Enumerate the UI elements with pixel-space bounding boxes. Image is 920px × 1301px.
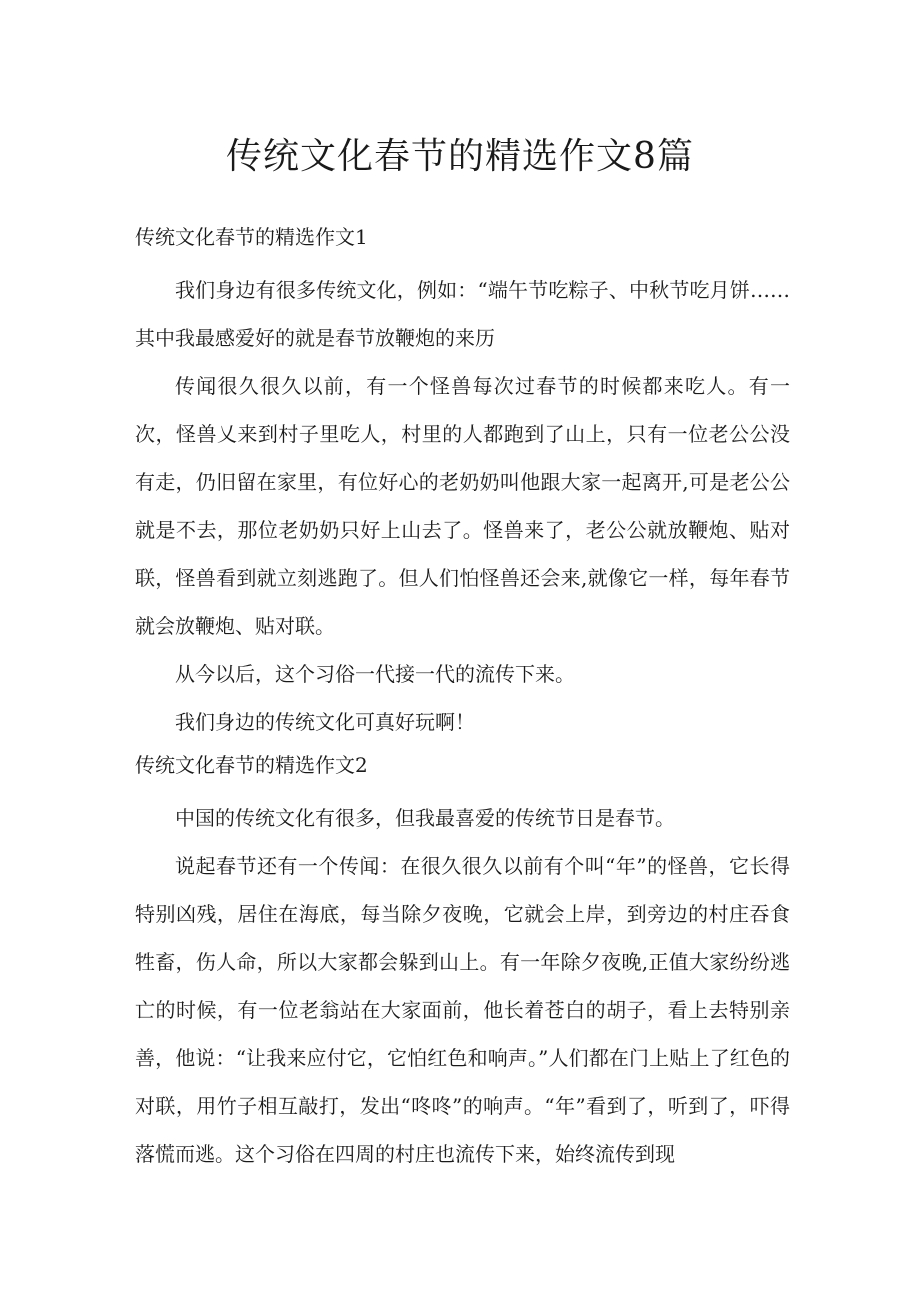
paragraph: 我们身边的传统文化可真好玩啊！	[175, 710, 475, 734]
section-2	[135, 746, 790, 1178]
paragraph: 传闻很久很久以前，有一个怪兽每次过春节的时候都来吃人。有一次，怪兽乂来到村子里吃人，村里的人都跑到了山上，只有一位老公公没有走，仍旧留在家里，有位好心的老奶奶叫他跟大家一起离开,可是老公公就是不去，那位老奶奶只好上山去了。怪兽来了，老公公就放鞭炮、贴对联，怪兽看到就立刻逃跑了。但人们怕怪兽还会来,就像它一样，每年春节就会放鞭炮、贴对联。	[135, 374, 790, 638]
paragraph: 中国的传统文化有很多，但我最喜爱的传统节日是春节。	[175, 806, 675, 830]
document-title: 传统文化春节的精选作文8篇	[226, 136, 694, 177]
document-body	[135, 218, 790, 1178]
paragraph: 说起春节还有一个传闻：在很久很久以前有个叫“年”的怪兽，它长得特别凶残，居住在海底，每当除夕夜晚，它就会上岸，到旁边的村庄吞食牲畜，伤人命，所以大家都会躲到山上。有一年除夕夜晚,正值大家纷纷逃亡的时候，有一位老翁站在大家面前，他长着苍白的胡子，看上去特别亲善，他说：“让我来应付它，它怕红色和响声。”人们都在门上贴上了红色的对联，用竹子相互敲打，发出“咚咚”的响声。“年”看到了，听到了，吓得落慌而逃。这个习俗在四周的村庄也流传下来，始终流传到现	[135, 854, 790, 1166]
paragraph: 我们身边有很多传统文化，例如：“端午节吃粽子、中秋节吃月饼……其中我最感爱好的就是春节放鞭炮的来历	[135, 278, 790, 350]
section-1	[135, 218, 790, 746]
section-heading: 传统文化春节的精选作文2	[135, 753, 368, 777]
paragraph: 从今以后，这个习俗一代接一代的流传下来。	[175, 662, 575, 686]
section-heading: 传统文化春节的精选作文1	[135, 225, 368, 249]
